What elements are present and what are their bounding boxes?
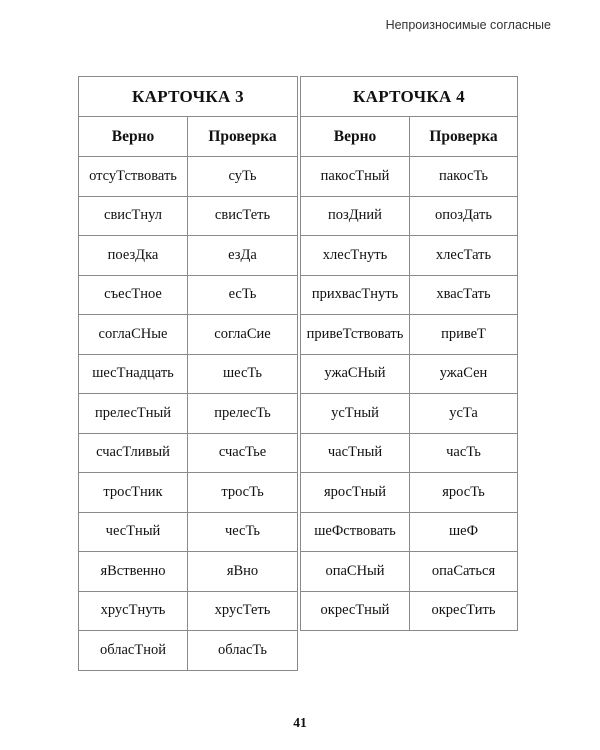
check-word: шеФ: [410, 512, 518, 552]
table-row: [301, 196, 518, 236]
correct-word: хрусТнуть: [79, 591, 188, 631]
check-word: свисТеть: [188, 196, 298, 236]
table-row: [301, 591, 518, 631]
correct-word: тросТник: [79, 473, 188, 513]
table-row: [301, 236, 518, 276]
page-number: 41: [293, 715, 307, 730]
check-word: обласТь: [188, 631, 298, 671]
check-word: суТь: [188, 157, 298, 197]
table-row: [79, 157, 298, 197]
check-word: соглаСие: [188, 315, 298, 355]
correct-word: шеФствовать: [301, 512, 410, 552]
card-4-header-check: Проверка: [410, 117, 518, 157]
correct-word: чесТный: [79, 512, 188, 552]
correct-word: прихвасТнуть: [301, 275, 410, 315]
check-word: тросТь: [188, 473, 298, 513]
correct-word: яросТный: [301, 473, 410, 513]
correct-word: окресТный: [301, 591, 410, 631]
card-4-body: [301, 157, 518, 631]
table-row: [301, 275, 518, 315]
check-word: хлесТать: [410, 236, 518, 276]
check-word: пакосТь: [410, 157, 518, 197]
card-3-header-check: Проверка: [188, 117, 298, 157]
card-3-table: [78, 76, 298, 671]
correct-word: обласТной: [79, 631, 188, 671]
table-row: [301, 552, 518, 592]
check-word: прелесТь: [188, 394, 298, 434]
correct-word: отсуТствовать: [79, 157, 188, 197]
correct-word: ужаСНый: [301, 354, 410, 394]
check-word: опаСаться: [410, 552, 518, 592]
correct-word: счасТливый: [79, 433, 188, 473]
check-word: езДа: [188, 236, 298, 276]
table-row: [79, 473, 298, 513]
check-word: окресТить: [410, 591, 518, 631]
check-word: опозДать: [410, 196, 518, 236]
table-row: [301, 473, 518, 513]
correct-word: шесТнадцать: [79, 354, 188, 394]
check-word: усТа: [410, 394, 518, 434]
card-4-title: КАРТОЧКА 4: [301, 77, 518, 117]
table-row: [79, 354, 298, 394]
card-4-header-correct: Верно: [301, 117, 410, 157]
table-row: [301, 512, 518, 552]
card-4: [300, 76, 518, 631]
correct-word: позДний: [301, 196, 410, 236]
table-row: [79, 315, 298, 355]
correct-word: свисТнул: [79, 196, 188, 236]
table-row: [79, 196, 298, 236]
table-row: [301, 394, 518, 434]
correct-word: съесТное: [79, 275, 188, 315]
table-row: [79, 433, 298, 473]
check-word: хрусТеть: [188, 591, 298, 631]
check-word: привеТ: [410, 315, 518, 355]
check-word: яросТь: [410, 473, 518, 513]
table-row: [79, 275, 298, 315]
correct-word: привеТствовать: [301, 315, 410, 355]
table-row: [79, 236, 298, 276]
check-word: яВно: [188, 552, 298, 592]
check-word: счасТье: [188, 433, 298, 473]
correct-word: поезДка: [79, 236, 188, 276]
table-row: [301, 315, 518, 355]
check-word: часТь: [410, 433, 518, 473]
card-3: [78, 76, 298, 671]
correct-word: опаСНый: [301, 552, 410, 592]
check-word: шесТь: [188, 354, 298, 394]
card-4-table: [300, 76, 518, 631]
table-row: [79, 552, 298, 592]
table-row: [301, 354, 518, 394]
correct-word: прелесТный: [79, 394, 188, 434]
section-title: Непроизносимые согласные: [385, 18, 551, 32]
check-word: ужаСен: [410, 354, 518, 394]
correct-word: соглаСНые: [79, 315, 188, 355]
table-row: [79, 591, 298, 631]
correct-word: усТный: [301, 394, 410, 434]
correct-word: пакосТный: [301, 157, 410, 197]
check-word: хвасТать: [410, 275, 518, 315]
card-3-header-correct: Верно: [79, 117, 188, 157]
correct-word: часТный: [301, 433, 410, 473]
table-row: [79, 394, 298, 434]
table-row: [79, 631, 298, 671]
table-row: [79, 512, 298, 552]
check-word: есТь: [188, 275, 298, 315]
card-3-title: КАРТОЧКА 3: [79, 77, 298, 117]
card-3-body: [79, 157, 298, 671]
table-row: [301, 433, 518, 473]
correct-word: хлесТнуть: [301, 236, 410, 276]
correct-word: яВственно: [79, 552, 188, 592]
table-row: [301, 157, 518, 197]
check-word: чесТь: [188, 512, 298, 552]
